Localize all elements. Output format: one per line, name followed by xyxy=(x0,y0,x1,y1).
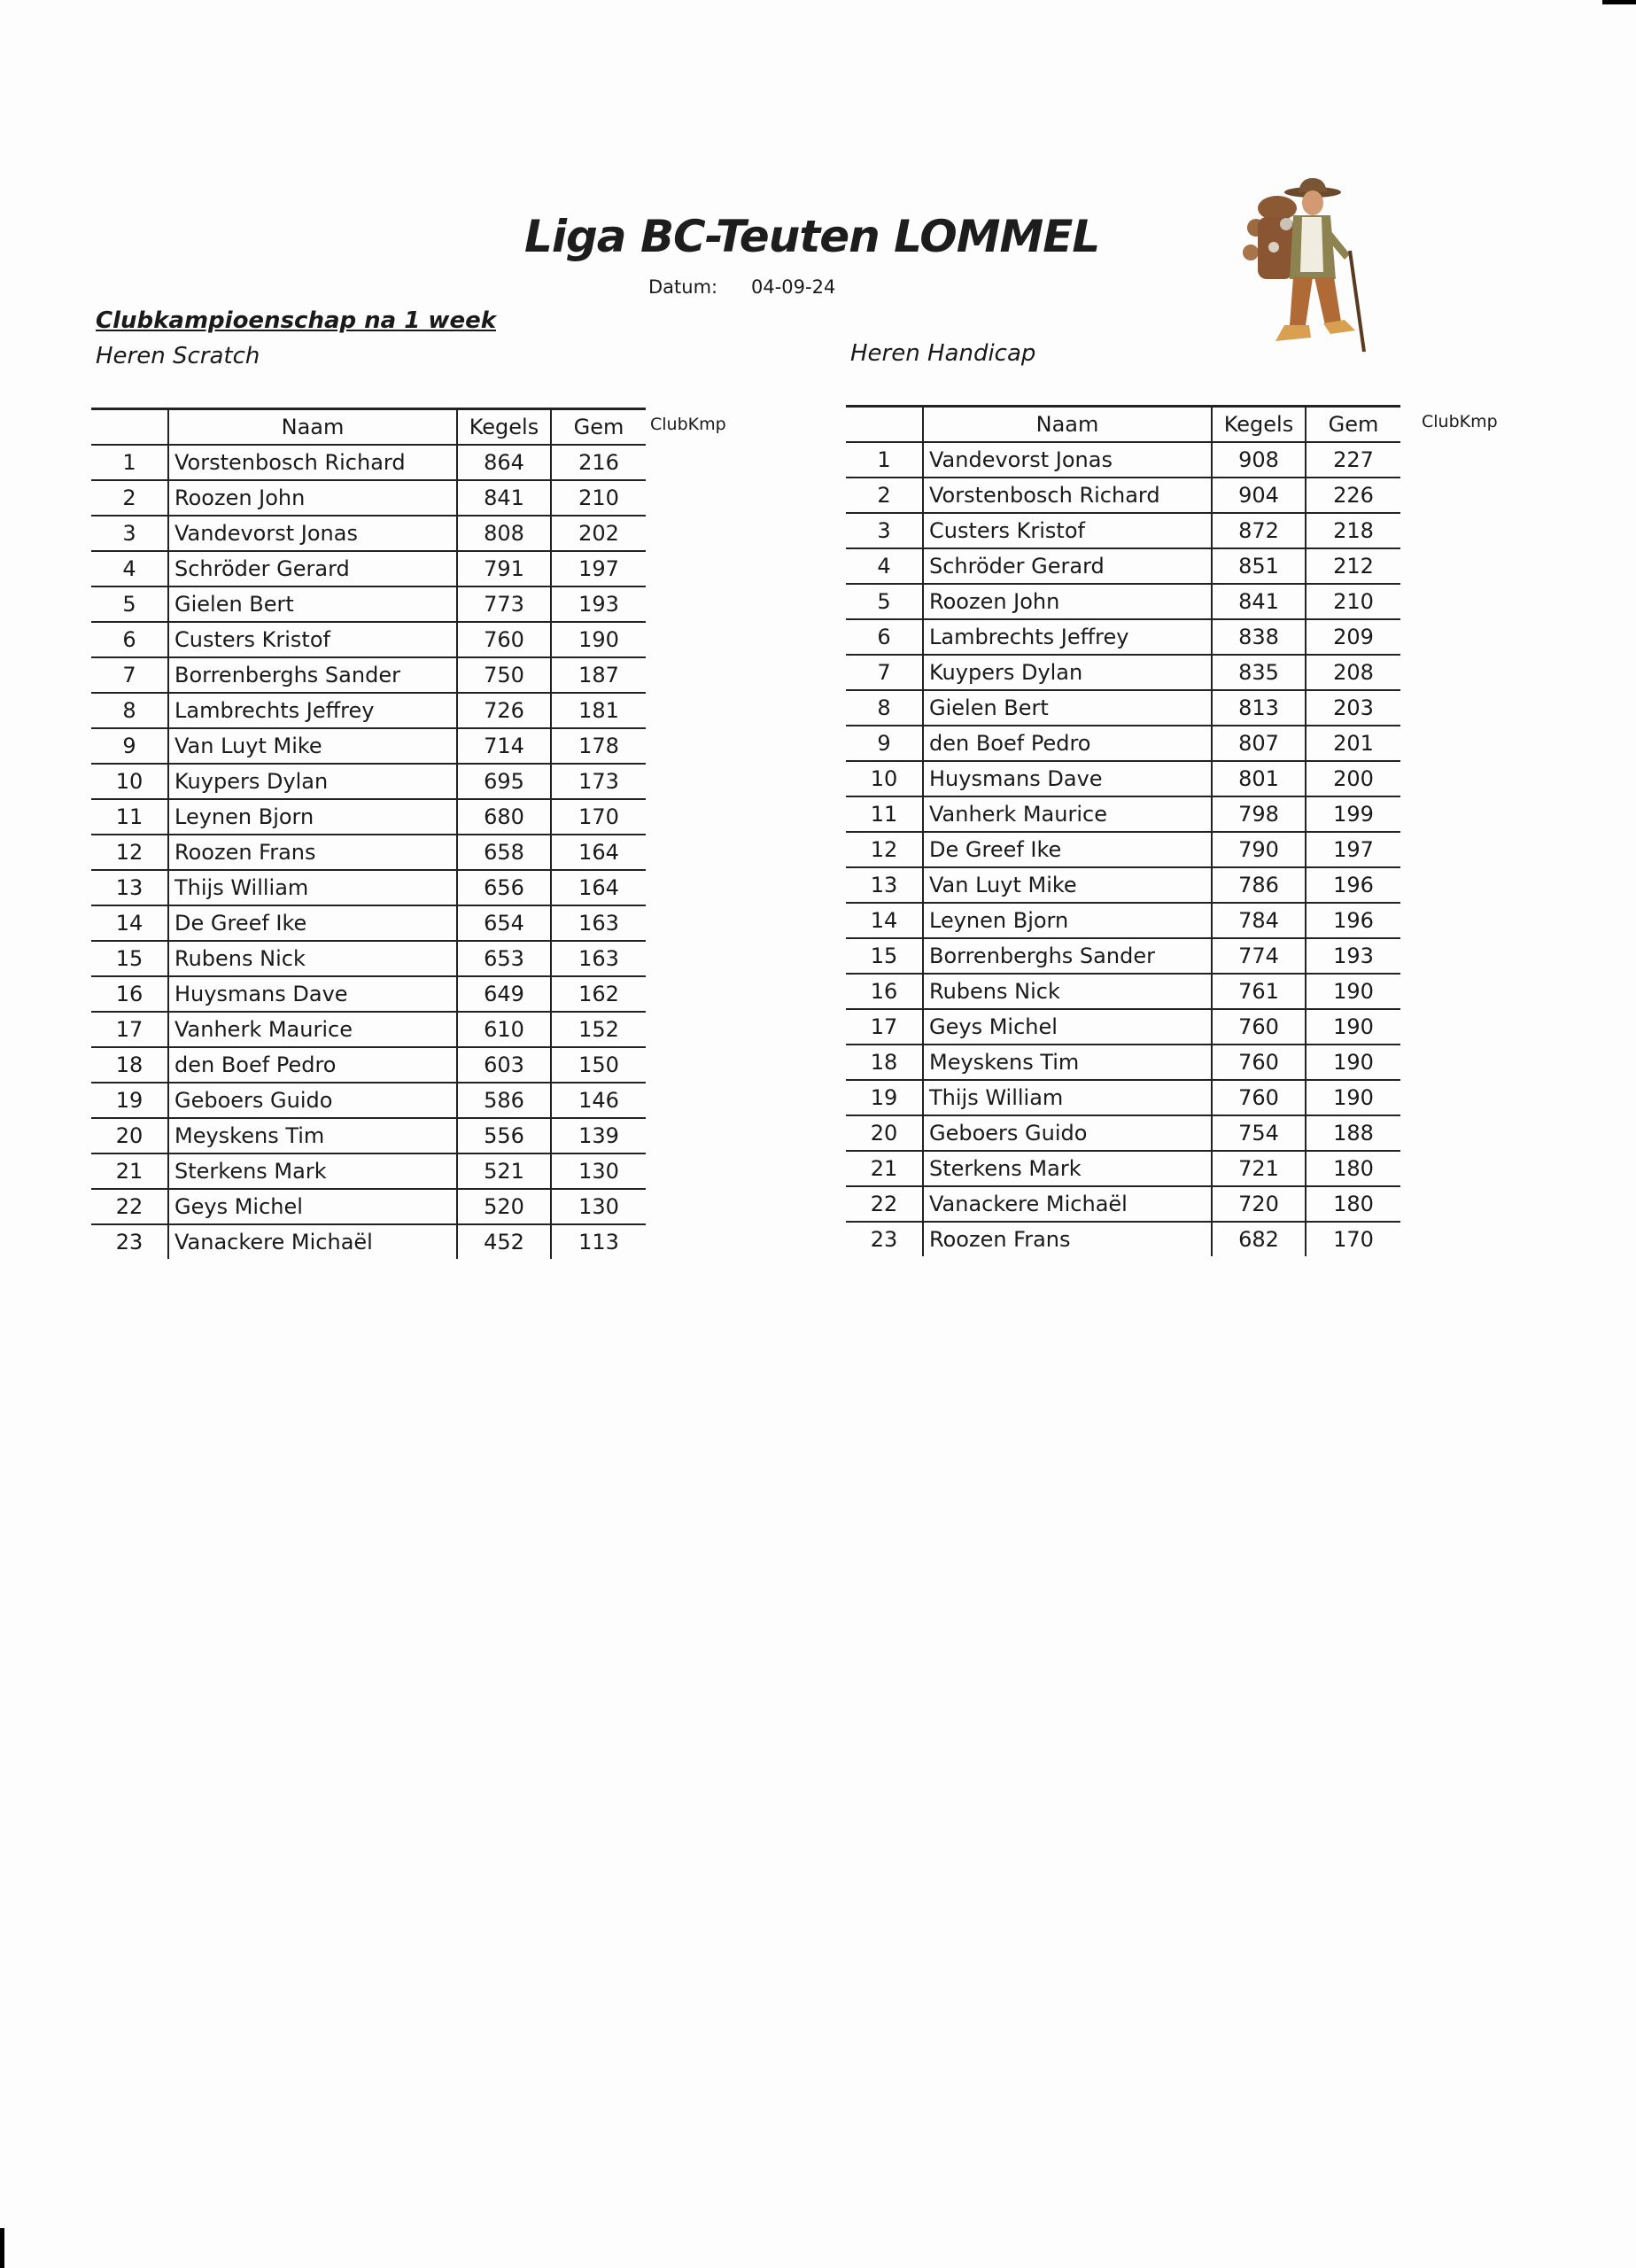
table-row xyxy=(91,1083,646,1118)
cell-naam: Borrenberghs Sander xyxy=(168,657,457,693)
hiker-peddler-icon xyxy=(1231,173,1386,359)
cell-pos: 10 xyxy=(91,764,168,799)
cell-gem: 208 xyxy=(1306,655,1400,690)
table-row xyxy=(91,835,646,870)
cell-pos: 9 xyxy=(846,726,923,761)
table-row xyxy=(846,584,1400,619)
cell-kegels: 695 xyxy=(457,764,551,799)
cell-kegels: 521 xyxy=(457,1153,551,1189)
header-pos xyxy=(846,407,923,443)
table-row xyxy=(846,1222,1400,1256)
cell-kegels: 798 xyxy=(1212,796,1306,832)
cell-kegels: 754 xyxy=(1212,1115,1306,1151)
cell-kegels: 610 xyxy=(457,1012,551,1047)
cell-pos: 5 xyxy=(91,586,168,622)
cell-naam: Van Luyt Mike xyxy=(923,867,1212,903)
cell-naam: den Boef Pedro xyxy=(168,1047,457,1083)
table-row xyxy=(846,1045,1400,1080)
cell-pos: 10 xyxy=(846,761,923,796)
cell-naam: Vandevorst Jonas xyxy=(168,516,457,551)
cell-gem: 203 xyxy=(1306,690,1400,726)
cell-pos: 13 xyxy=(846,867,923,903)
table-row xyxy=(91,622,646,657)
cell-gem: 190 xyxy=(551,622,646,657)
cell-pos: 16 xyxy=(846,974,923,1009)
cell-gem: 164 xyxy=(551,835,646,870)
header-kegels: Kegels xyxy=(1212,407,1306,443)
cell-gem: 210 xyxy=(551,480,646,516)
cell-pos: 4 xyxy=(91,551,168,586)
cell-gem: 197 xyxy=(551,551,646,586)
cell-gem: 130 xyxy=(551,1153,646,1189)
cell-naam: Thijs William xyxy=(923,1080,1212,1115)
cell-naam: Leynen Bjorn xyxy=(923,903,1212,938)
header-pos xyxy=(91,409,168,446)
cell-kegels: 838 xyxy=(1212,619,1306,655)
cell-naam: Geboers Guido xyxy=(923,1115,1212,1151)
cell-gem: 196 xyxy=(1306,903,1400,938)
table-row xyxy=(91,728,646,764)
cell-pos: 8 xyxy=(846,690,923,726)
cell-kegels: 654 xyxy=(457,905,551,941)
cell-pos: 13 xyxy=(91,870,168,905)
cell-kegels: 807 xyxy=(1212,726,1306,761)
cell-pos: 19 xyxy=(846,1080,923,1115)
cell-kegels: 656 xyxy=(457,870,551,905)
cell-pos: 15 xyxy=(846,938,923,974)
clubkmp-label-scratch: ClubKmp xyxy=(650,415,726,434)
handicap-table xyxy=(846,405,1400,1256)
table-row xyxy=(846,1080,1400,1115)
scratch-table xyxy=(91,408,646,1259)
cell-pos: 14 xyxy=(91,905,168,941)
table-row xyxy=(91,445,646,480)
cell-pos: 7 xyxy=(846,655,923,690)
cell-pos: 23 xyxy=(91,1224,168,1259)
table-row xyxy=(91,516,646,551)
cell-naam: Thijs William xyxy=(168,870,457,905)
cell-kegels: 908 xyxy=(1212,442,1306,478)
table-row xyxy=(91,1224,646,1259)
cell-naam: Vanackere Michaël xyxy=(923,1186,1212,1222)
cell-naam: Gielen Bert xyxy=(168,586,457,622)
cell-pos: 14 xyxy=(846,903,923,938)
cell-pos: 1 xyxy=(91,445,168,480)
table-row xyxy=(91,586,646,622)
cell-kegels: 791 xyxy=(457,551,551,586)
cell-naam: Geboers Guido xyxy=(168,1083,457,1118)
cell-kegels: 786 xyxy=(1212,867,1306,903)
cell-kegels: 750 xyxy=(457,657,551,693)
cell-kegels: 586 xyxy=(457,1083,551,1118)
table-row xyxy=(91,551,646,586)
cell-kegels: 452 xyxy=(457,1224,551,1259)
cell-gem: 193 xyxy=(1306,938,1400,974)
cell-gem: 188 xyxy=(1306,1115,1400,1151)
cell-naam: Meyskens Tim xyxy=(923,1045,1212,1080)
cell-kegels: 658 xyxy=(457,835,551,870)
cell-pos: 2 xyxy=(846,478,923,513)
cell-kegels: 864 xyxy=(457,445,551,480)
table-row xyxy=(91,1047,646,1083)
cell-gem: 193 xyxy=(551,586,646,622)
cell-kegels: 760 xyxy=(1212,1080,1306,1115)
cell-naam: Schröder Gerard xyxy=(168,551,457,586)
cell-naam: Gielen Bert xyxy=(923,690,1212,726)
table-row xyxy=(91,764,646,799)
cell-gem: 190 xyxy=(1306,1045,1400,1080)
cell-kegels: 721 xyxy=(1212,1151,1306,1186)
table-row xyxy=(846,974,1400,1009)
cell-gem: 190 xyxy=(1306,974,1400,1009)
cell-gem: 196 xyxy=(1306,867,1400,903)
cell-pos: 16 xyxy=(91,976,168,1012)
table-row xyxy=(91,941,646,976)
table-row xyxy=(846,903,1400,938)
cell-naam: Custers Kristof xyxy=(168,622,457,657)
cell-gem: 190 xyxy=(1306,1009,1400,1045)
cell-pos: 1 xyxy=(846,442,923,478)
scratch-table-body xyxy=(91,445,646,1259)
cell-naam: Roozen John xyxy=(168,480,457,516)
cell-gem: 201 xyxy=(1306,726,1400,761)
table-row xyxy=(91,1189,646,1224)
cell-gem: 150 xyxy=(551,1047,646,1083)
table-row xyxy=(846,442,1400,478)
cell-kegels: 774 xyxy=(1212,938,1306,974)
cell-gem: 170 xyxy=(1306,1222,1400,1256)
cell-naam: Roozen John xyxy=(923,584,1212,619)
table-row xyxy=(91,976,646,1012)
cell-gem: 190 xyxy=(1306,1080,1400,1115)
cell-gem: 200 xyxy=(1306,761,1400,796)
cell-gem: 130 xyxy=(551,1189,646,1224)
cell-pos: 17 xyxy=(91,1012,168,1047)
cell-kegels: 841 xyxy=(457,480,551,516)
cell-naam: Vanherk Maurice xyxy=(923,796,1212,832)
table-row xyxy=(846,796,1400,832)
cell-pos: 8 xyxy=(91,693,168,728)
cell-kegels: 813 xyxy=(1212,690,1306,726)
cell-kegels: 835 xyxy=(1212,655,1306,690)
table-row xyxy=(91,905,646,941)
cell-naam: Lambrechts Jeffrey xyxy=(923,619,1212,655)
table-row xyxy=(846,726,1400,761)
cell-gem: 180 xyxy=(1306,1186,1400,1222)
header-gem: Gem xyxy=(1306,407,1400,443)
cell-naam: Rubens Nick xyxy=(168,941,457,976)
cell-pos: 21 xyxy=(91,1153,168,1189)
cell-naam: Lambrechts Jeffrey xyxy=(168,693,457,728)
table-header-row xyxy=(846,407,1400,443)
cell-kegels: 784 xyxy=(1212,903,1306,938)
cell-pos: 19 xyxy=(91,1083,168,1118)
cell-gem: 146 xyxy=(551,1083,646,1118)
handicap-subtitle: Heren Handicap xyxy=(850,340,1036,367)
cell-kegels: 520 xyxy=(457,1189,551,1224)
table-row xyxy=(91,1118,646,1153)
header-gem: Gem xyxy=(551,409,646,446)
table-row xyxy=(846,1115,1400,1151)
scan-mark-top xyxy=(1602,0,1636,4)
cell-gem: 152 xyxy=(551,1012,646,1047)
cell-naam: Sterkens Mark xyxy=(923,1151,1212,1186)
cell-kegels: 726 xyxy=(457,693,551,728)
cell-naam: Vandevorst Jonas xyxy=(923,442,1212,478)
cell-gem: 197 xyxy=(1306,832,1400,867)
cell-naam: Rubens Nick xyxy=(923,974,1212,1009)
cell-pos: 12 xyxy=(846,832,923,867)
cell-naam: De Greef Ike xyxy=(168,905,457,941)
cell-pos: 6 xyxy=(846,619,923,655)
datum-value: 04-09-24 xyxy=(751,276,836,298)
cell-gem: 181 xyxy=(551,693,646,728)
cell-gem: 163 xyxy=(551,941,646,976)
cell-kegels: 603 xyxy=(457,1047,551,1083)
cell-kegels: 808 xyxy=(457,516,551,551)
cell-gem: 226 xyxy=(1306,478,1400,513)
table-row xyxy=(846,1186,1400,1222)
cell-naam: Meyskens Tim xyxy=(168,1118,457,1153)
cell-gem: 162 xyxy=(551,976,646,1012)
cell-gem: 170 xyxy=(551,799,646,835)
scratch-subtitle: Heren Scratch xyxy=(96,343,260,369)
club-heading: Clubkampioenschap na 1 week xyxy=(96,307,497,334)
cell-pos: 15 xyxy=(91,941,168,976)
cell-kegels: 720 xyxy=(1212,1186,1306,1222)
cell-naam: Vanackere Michaël xyxy=(168,1224,457,1259)
cell-kegels: 801 xyxy=(1212,761,1306,796)
table-row xyxy=(91,870,646,905)
cell-naam: Vorstenbosch Richard xyxy=(923,478,1212,513)
table-row xyxy=(91,480,646,516)
cell-kegels: 841 xyxy=(1212,584,1306,619)
cell-pos: 22 xyxy=(846,1186,923,1222)
cell-gem: 210 xyxy=(1306,584,1400,619)
cell-gem: 173 xyxy=(551,764,646,799)
cell-naam: den Boef Pedro xyxy=(923,726,1212,761)
cell-kegels: 904 xyxy=(1212,478,1306,513)
table-row xyxy=(91,693,646,728)
cell-pos: 6 xyxy=(91,622,168,657)
cell-kegels: 790 xyxy=(1212,832,1306,867)
cell-kegels: 851 xyxy=(1212,548,1306,584)
cell-kegels: 653 xyxy=(457,941,551,976)
table-row xyxy=(846,1151,1400,1186)
cell-kegels: 760 xyxy=(1212,1009,1306,1045)
cell-pos: 17 xyxy=(846,1009,923,1045)
cell-naam: Vorstenbosch Richard xyxy=(168,445,457,480)
cell-gem: 163 xyxy=(551,905,646,941)
table-row xyxy=(846,513,1400,548)
cell-naam: Schröder Gerard xyxy=(923,548,1212,584)
cell-gem: 199 xyxy=(1306,796,1400,832)
cell-pos: 5 xyxy=(846,584,923,619)
cell-pos: 12 xyxy=(91,835,168,870)
cell-pos: 7 xyxy=(91,657,168,693)
cell-pos: 20 xyxy=(91,1118,168,1153)
cell-kegels: 714 xyxy=(457,728,551,764)
cell-gem: 209 xyxy=(1306,619,1400,655)
table-row xyxy=(91,1153,646,1189)
cell-kegels: 872 xyxy=(1212,513,1306,548)
cell-gem: 212 xyxy=(1306,548,1400,584)
cell-naam: Huysmans Dave xyxy=(168,976,457,1012)
cell-gem: 187 xyxy=(551,657,646,693)
cell-gem: 218 xyxy=(1306,513,1400,548)
header-naam: Naam xyxy=(168,409,457,446)
cell-gem: 178 xyxy=(551,728,646,764)
cell-kegels: 680 xyxy=(457,799,551,835)
cell-pos: 18 xyxy=(846,1045,923,1080)
cell-pos: 2 xyxy=(91,480,168,516)
cell-naam: Sterkens Mark xyxy=(168,1153,457,1189)
cell-gem: 139 xyxy=(551,1118,646,1153)
cell-pos: 23 xyxy=(846,1222,923,1256)
table-row xyxy=(846,867,1400,903)
cell-naam: Van Luyt Mike xyxy=(168,728,457,764)
page-title: Liga BC-Teuten LOMMEL xyxy=(524,211,1100,262)
cell-gem: 202 xyxy=(551,516,646,551)
cell-naam: Borrenberghs Sander xyxy=(923,938,1212,974)
cell-gem: 216 xyxy=(551,445,646,480)
table-row xyxy=(846,478,1400,513)
cell-pos: 3 xyxy=(846,513,923,548)
cell-gem: 180 xyxy=(1306,1151,1400,1186)
cell-kegels: 760 xyxy=(1212,1045,1306,1080)
cell-naam: Vanherk Maurice xyxy=(168,1012,457,1047)
clubkmp-label-handicap: ClubKmp xyxy=(1422,412,1498,431)
table-row xyxy=(846,1009,1400,1045)
table-row xyxy=(846,832,1400,867)
cell-naam: Roozen Frans xyxy=(923,1222,1212,1256)
scan-mark-bottom xyxy=(0,2228,4,2268)
table-row xyxy=(846,655,1400,690)
cell-pos: 3 xyxy=(91,516,168,551)
cell-naam: Geys Michel xyxy=(923,1009,1212,1045)
table-row xyxy=(91,1012,646,1047)
cell-naam: Leynen Bjorn xyxy=(168,799,457,835)
header-naam: Naam xyxy=(923,407,1212,443)
datum-label: Datum: xyxy=(648,276,718,298)
cell-kegels: 773 xyxy=(457,586,551,622)
table-row xyxy=(846,761,1400,796)
cell-naam: Huysmans Dave xyxy=(923,761,1212,796)
cell-naam: De Greef Ike xyxy=(923,832,1212,867)
handicap-table-body xyxy=(846,442,1400,1256)
cell-pos: 9 xyxy=(91,728,168,764)
cell-naam: Kuypers Dylan xyxy=(923,655,1212,690)
cell-naam: Geys Michel xyxy=(168,1189,457,1224)
table-row xyxy=(846,938,1400,974)
cell-gem: 164 xyxy=(551,870,646,905)
table-header-row xyxy=(91,409,646,446)
cell-kegels: 556 xyxy=(457,1118,551,1153)
cell-gem: 227 xyxy=(1306,442,1400,478)
cell-kegels: 760 xyxy=(457,622,551,657)
cell-kegels: 682 xyxy=(1212,1222,1306,1256)
table-row xyxy=(846,690,1400,726)
cell-pos: 11 xyxy=(91,799,168,835)
cell-kegels: 761 xyxy=(1212,974,1306,1009)
table-row xyxy=(91,799,646,835)
cell-gem: 113 xyxy=(551,1224,646,1259)
cell-pos: 11 xyxy=(846,796,923,832)
cell-pos: 20 xyxy=(846,1115,923,1151)
cell-pos: 21 xyxy=(846,1151,923,1186)
cell-naam: Kuypers Dylan xyxy=(168,764,457,799)
table-row xyxy=(91,657,646,693)
cell-kegels: 649 xyxy=(457,976,551,1012)
cell-naam: Custers Kristof xyxy=(923,513,1212,548)
table-row xyxy=(846,619,1400,655)
table-row xyxy=(846,548,1400,584)
header-kegels: Kegels xyxy=(457,409,551,446)
cell-pos: 4 xyxy=(846,548,923,584)
cell-naam: Roozen Frans xyxy=(168,835,457,870)
cell-pos: 22 xyxy=(91,1189,168,1224)
cell-pos: 18 xyxy=(91,1047,168,1083)
